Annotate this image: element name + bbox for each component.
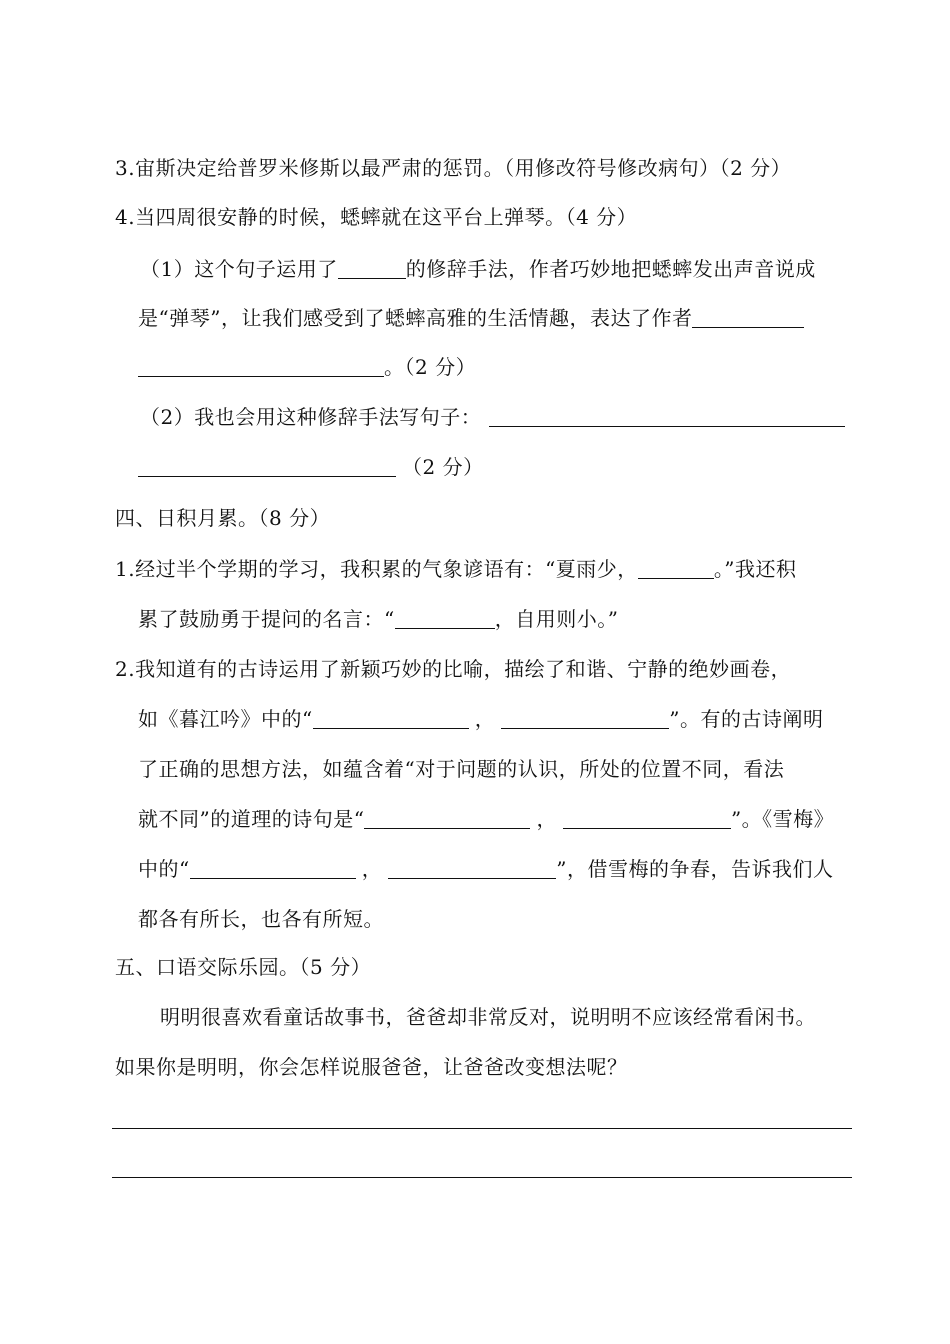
comma: ， bbox=[536, 807, 557, 831]
question-4-2-line1 bbox=[140, 403, 845, 431]
question-4-1-line2 bbox=[138, 304, 804, 332]
s4-q1-text-d: ，自用则小。” bbox=[494, 607, 619, 631]
s4-q1-text-a: 1.经过半个学期的学习，我积累的气象谚语有：“夏雨少， bbox=[115, 557, 638, 581]
answer-blank-emotion-2[interactable] bbox=[138, 356, 384, 377]
question-4-2-line2 bbox=[138, 453, 484, 481]
section-5-heading: 五、口语交际乐园。（5 分） bbox=[115, 955, 372, 979]
q4-2-text: （2）我也会用这种修辞手法写句子： bbox=[140, 405, 482, 429]
s4-q2-text-b2: ”。有的古诗阐明 bbox=[669, 707, 824, 731]
comma: ， bbox=[361, 857, 383, 881]
s4-question-2-line4 bbox=[138, 805, 834, 833]
question-4: 4.当四周很安静的时候，蟋蟀就在这平台上弹琴。（4 分） bbox=[115, 205, 638, 229]
answer-blank-sentence-2[interactable] bbox=[138, 456, 396, 477]
s4-question-2-line3: 了正确的思想方法，如蕴含着“对于问题的认识，所处的位置不同，看法 bbox=[138, 757, 785, 781]
q4-2-score: （2 分） bbox=[402, 455, 484, 479]
answer-line-2[interactable] bbox=[112, 1177, 852, 1178]
answer-blank-quote[interactable] bbox=[395, 608, 495, 629]
s4-q2-text-e1: 中的“ bbox=[138, 857, 190, 881]
answer-blank-poem-1a[interactable] bbox=[313, 708, 469, 729]
q4-1-text-c: 是“弹琴”，让我们感受到了蟋蟀高雅的生活情趣，表达了作者 bbox=[138, 306, 693, 330]
s5-paragraph-line1: 明明很喜欢看童话故事书，爸爸却非常反对，说明明不应该经常看闲书。 bbox=[160, 1005, 816, 1029]
answer-blank-sentence-1[interactable] bbox=[489, 406, 845, 427]
answer-blank-poem-3a[interactable] bbox=[190, 858, 356, 879]
answer-blank-emotion-1[interactable] bbox=[692, 307, 804, 328]
s4-question-2-line2 bbox=[138, 705, 823, 733]
answer-blank-poem-1b[interactable] bbox=[501, 708, 669, 729]
question-4-1-line3 bbox=[138, 353, 476, 381]
s4-question-2-line6: 都各有所长，也各有所短。 bbox=[138, 907, 384, 931]
q4-1-score: 。（2 分） bbox=[384, 355, 477, 379]
s4-question-2-line5 bbox=[138, 855, 833, 883]
s5-paragraph-line2: 如果你是明明，你会怎样说服爸爸，让爸爸改变想法呢？ bbox=[115, 1055, 628, 1079]
s4-q2-text-d2: ”。《雪梅》 bbox=[730, 807, 835, 831]
question-3: 3.宙斯决定给普罗米修斯以最严肃的惩罚。（用修改符号修改病句）（2 分） bbox=[115, 156, 792, 180]
q4-1-text-a: （1）这个句子运用了 bbox=[140, 257, 338, 281]
s4-q1-text-b: 。”我还积 bbox=[713, 557, 797, 581]
s4-question-1-line2 bbox=[138, 605, 618, 633]
answer-blank-rhetoric[interactable] bbox=[338, 258, 406, 279]
s4-q1-text-c: 累了鼓励勇于提问的名言：“ bbox=[138, 607, 395, 631]
section-4-heading: 四、日积月累。（8 分） bbox=[115, 506, 331, 530]
s4-question-2-line1: 2.我知道有的古诗运用了新颖巧妙的比喻，描绘了和谐、宁静的绝妙画卷， bbox=[115, 657, 792, 681]
s4-q2-text-d1: 就不同”的道理的诗句是“ bbox=[138, 807, 365, 831]
answer-blank-poem-3b[interactable] bbox=[388, 858, 556, 879]
s4-question-1-line1 bbox=[115, 555, 797, 583]
comma: ， bbox=[474, 707, 496, 731]
answer-line-1[interactable] bbox=[112, 1128, 852, 1129]
s4-q2-text-e2: ”，借雪梅的争春，告诉我们人 bbox=[556, 857, 834, 881]
s4-q2-text-b1: 如《暮江吟》中的“ bbox=[138, 707, 313, 731]
q4-1-text-b: 的修辞手法，作者巧妙地把蟋蟀发出声音说成 bbox=[405, 257, 816, 281]
answer-blank-poem-2b[interactable] bbox=[563, 808, 731, 829]
answer-blank-poem-2a[interactable] bbox=[364, 808, 530, 829]
question-4-1-line1 bbox=[140, 255, 816, 283]
answer-blank-proverb[interactable] bbox=[638, 558, 714, 579]
